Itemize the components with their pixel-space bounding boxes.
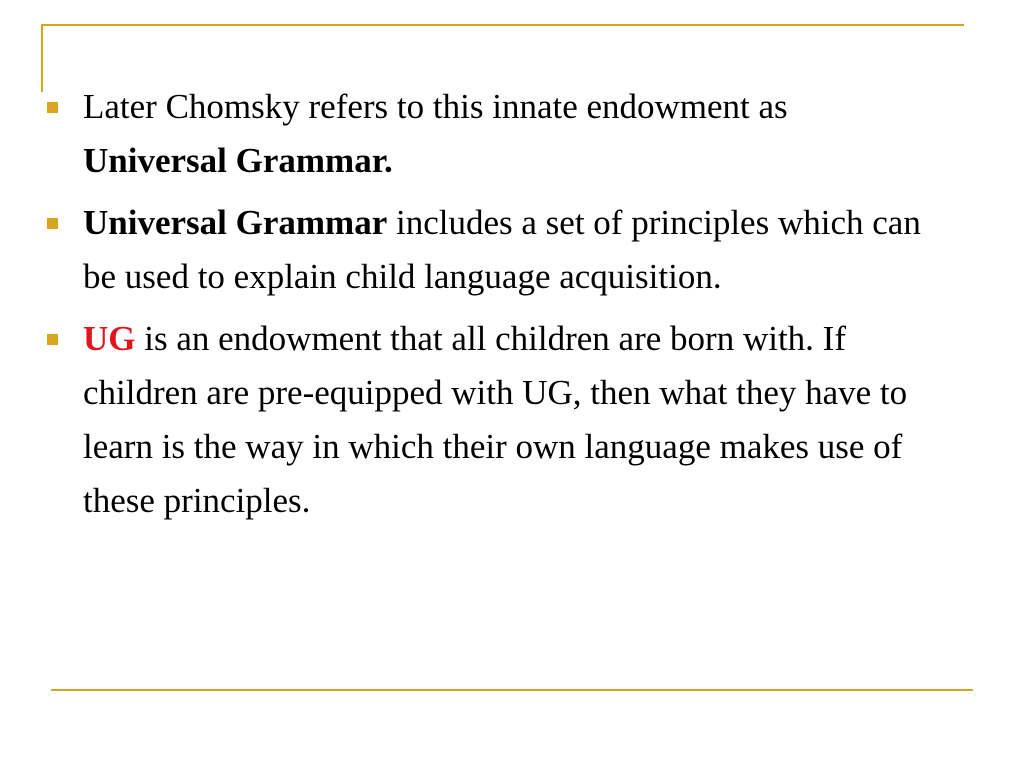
bullet-text: Later Chomsky refers to this innate endowment as	[83, 87, 788, 126]
frame-bottom-rule	[51, 689, 973, 691]
bullet-item-universal-grammar-principles	[0, 196, 943, 304]
bullet-bold-term: Universal Grammar	[83, 203, 388, 242]
bullet-bold-term: Universal Grammar.	[83, 141, 393, 180]
bullet-text: is an endowment that all children are born with. If children are pre-equipped with UG, then what they have to learn is the way in which their own language makes use of these principles.	[83, 319, 908, 520]
square-bullet-icon	[47, 102, 58, 113]
bullet-highlight-term: UG	[83, 319, 136, 358]
bullet-item-ug-endowment	[0, 312, 943, 528]
square-bullet-icon	[47, 334, 58, 345]
frame-top-rule	[41, 24, 964, 26]
bullet-list	[0, 80, 1024, 536]
bullet-text: includes a set of principles which can be used to explain child language acquisition.	[83, 203, 921, 296]
bullet-item-universal-grammar-intro	[0, 80, 943, 188]
square-bullet-icon	[47, 218, 58, 229]
